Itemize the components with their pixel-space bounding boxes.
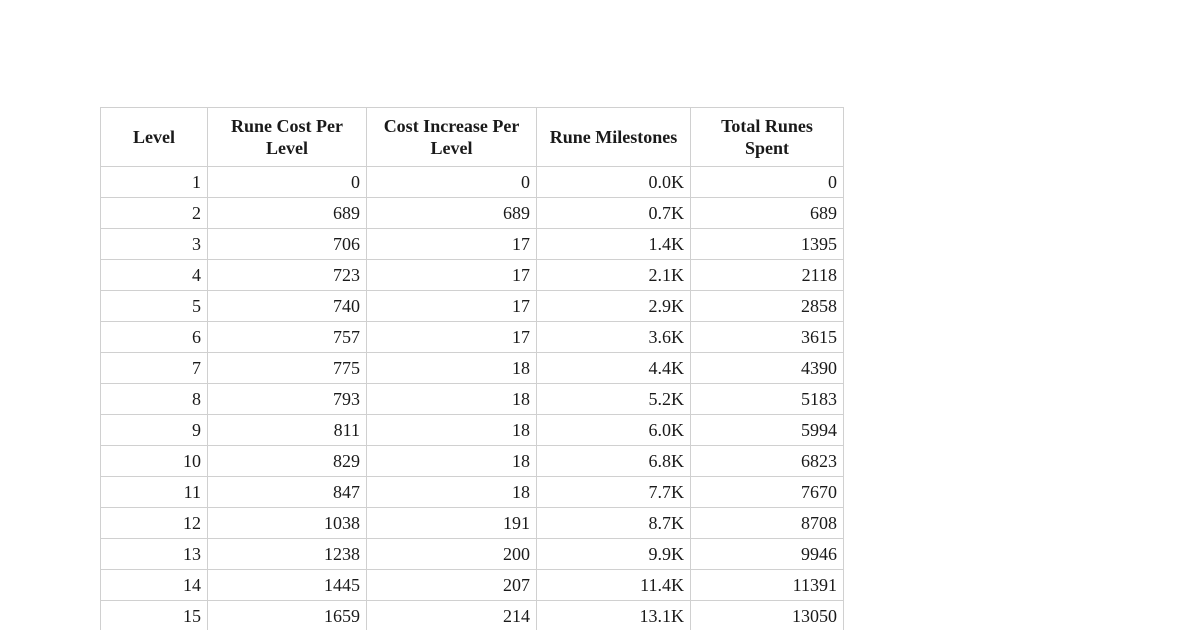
cell-total-spent: 0	[691, 167, 844, 198]
cell-rune-cost: 1445	[208, 570, 367, 601]
table-row	[101, 539, 844, 570]
cell-milestone: 7.7K	[537, 477, 691, 508]
cell-cost-increase: 18	[367, 415, 537, 446]
cell-cost-increase: 17	[367, 260, 537, 291]
cell-cost-increase: 18	[367, 353, 537, 384]
cell-milestone: 13.1K	[537, 601, 691, 630]
cell-cost-increase: 17	[367, 322, 537, 353]
cell-rune-cost: 811	[208, 415, 367, 446]
table-row	[101, 291, 844, 322]
header-rune-cost-per-level: Rune Cost Per Level	[208, 108, 367, 167]
cell-cost-increase: 689	[367, 198, 537, 229]
cell-rune-cost: 829	[208, 446, 367, 477]
cell-cost-increase: 18	[367, 477, 537, 508]
cell-rune-cost: 1038	[208, 508, 367, 539]
cell-level: 2	[101, 198, 208, 229]
cell-total-spent: 13050	[691, 601, 844, 630]
cell-milestone: 4.4K	[537, 353, 691, 384]
cell-cost-increase: 18	[367, 384, 537, 415]
cell-milestone: 1.4K	[537, 229, 691, 260]
cell-level: 14	[101, 570, 208, 601]
cell-rune-cost: 1238	[208, 539, 367, 570]
table-row	[101, 167, 844, 198]
cell-milestone: 2.1K	[537, 260, 691, 291]
cell-total-spent: 7670	[691, 477, 844, 508]
table-row	[101, 477, 844, 508]
cell-cost-increase: 207	[367, 570, 537, 601]
header-level: Level	[101, 108, 208, 167]
table-row	[101, 260, 844, 291]
table-row	[101, 508, 844, 539]
cell-milestone: 0.0K	[537, 167, 691, 198]
cell-milestone: 6.8K	[537, 446, 691, 477]
cell-total-spent: 8708	[691, 508, 844, 539]
header-total-runes-spent: Total Runes Spent	[691, 108, 844, 167]
cell-cost-increase: 214	[367, 601, 537, 630]
cell-milestone: 8.7K	[537, 508, 691, 539]
cell-cost-increase: 17	[367, 291, 537, 322]
cell-rune-cost: 723	[208, 260, 367, 291]
cell-cost-increase: 0	[367, 167, 537, 198]
table-row	[101, 570, 844, 601]
table-row	[101, 384, 844, 415]
rune-cost-table	[100, 107, 844, 630]
table-row	[101, 198, 844, 229]
cell-total-spent: 11391	[691, 570, 844, 601]
table-row	[101, 601, 844, 630]
table-header-row	[101, 108, 844, 167]
cell-rune-cost: 740	[208, 291, 367, 322]
header-rune-milestones: Rune Milestones	[537, 108, 691, 167]
cell-cost-increase: 191	[367, 508, 537, 539]
cell-level: 13	[101, 539, 208, 570]
table-body	[101, 167, 844, 630]
cell-milestone: 5.2K	[537, 384, 691, 415]
cell-total-spent: 2118	[691, 260, 844, 291]
table-row	[101, 229, 844, 260]
cell-total-spent: 5994	[691, 415, 844, 446]
cell-level: 6	[101, 322, 208, 353]
cell-milestone: 2.9K	[537, 291, 691, 322]
cell-total-spent: 9946	[691, 539, 844, 570]
cell-rune-cost: 757	[208, 322, 367, 353]
cell-rune-cost: 0	[208, 167, 367, 198]
cell-total-spent: 2858	[691, 291, 844, 322]
cell-level: 1	[101, 167, 208, 198]
table-row	[101, 446, 844, 477]
cell-cost-increase: 18	[367, 446, 537, 477]
cell-cost-increase: 17	[367, 229, 537, 260]
cell-milestone: 9.9K	[537, 539, 691, 570]
cell-level: 15	[101, 601, 208, 630]
cell-rune-cost: 793	[208, 384, 367, 415]
table-row	[101, 353, 844, 384]
cell-cost-increase: 200	[367, 539, 537, 570]
cell-level: 4	[101, 260, 208, 291]
cell-rune-cost: 775	[208, 353, 367, 384]
cell-milestone: 3.6K	[537, 322, 691, 353]
cell-rune-cost: 706	[208, 229, 367, 260]
cell-level: 8	[101, 384, 208, 415]
cell-level: 11	[101, 477, 208, 508]
cell-level: 5	[101, 291, 208, 322]
table-row	[101, 415, 844, 446]
cell-milestone: 11.4K	[537, 570, 691, 601]
cell-rune-cost: 847	[208, 477, 367, 508]
cell-total-spent: 6823	[691, 446, 844, 477]
cell-level: 10	[101, 446, 208, 477]
cell-level: 7	[101, 353, 208, 384]
cell-total-spent: 4390	[691, 353, 844, 384]
cell-level: 12	[101, 508, 208, 539]
cell-level: 3	[101, 229, 208, 260]
cell-total-spent: 5183	[691, 384, 844, 415]
cell-total-spent: 689	[691, 198, 844, 229]
cell-rune-cost: 689	[208, 198, 367, 229]
cell-rune-cost: 1659	[208, 601, 367, 630]
cell-total-spent: 1395	[691, 229, 844, 260]
cell-total-spent: 3615	[691, 322, 844, 353]
cell-level: 9	[101, 415, 208, 446]
cell-milestone: 6.0K	[537, 415, 691, 446]
table-row	[101, 322, 844, 353]
header-cost-increase-per-level: Cost Increase Per Level	[367, 108, 537, 167]
cell-milestone: 0.7K	[537, 198, 691, 229]
